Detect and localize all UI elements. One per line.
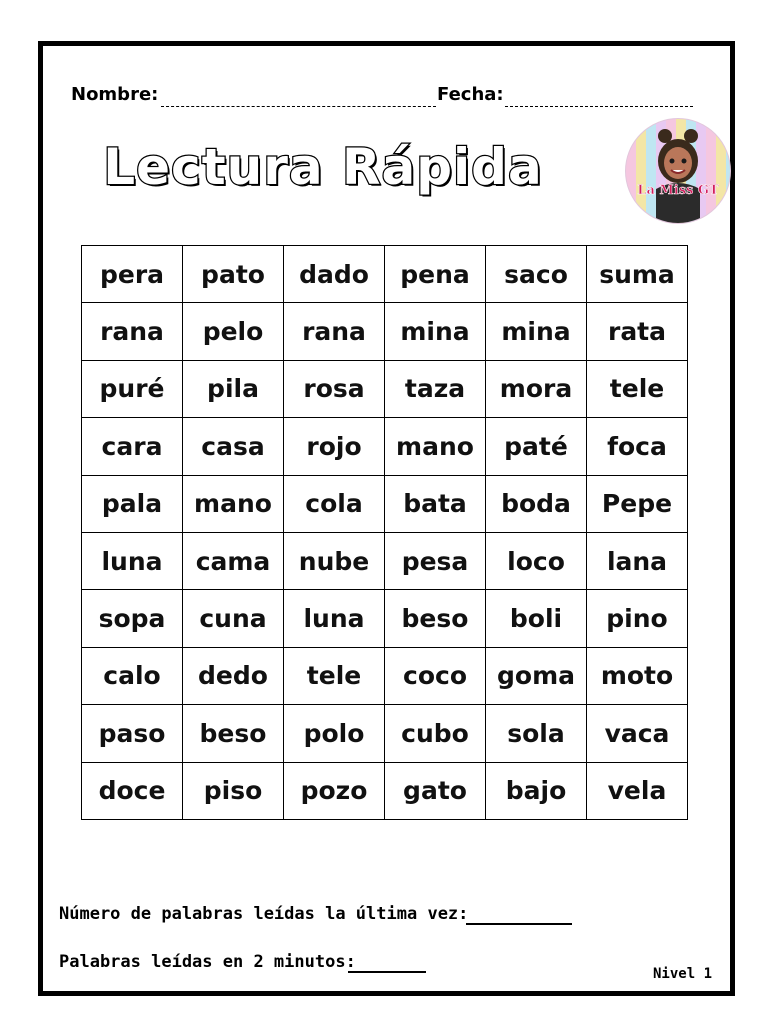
word-cell: saco xyxy=(486,246,587,303)
word-cell: rana xyxy=(284,303,385,360)
two-minutes-answer-line xyxy=(348,971,426,973)
word-cell: tele xyxy=(284,647,385,704)
word-cell: bajo xyxy=(486,762,587,819)
level-label: Nivel 1 xyxy=(653,966,713,982)
word-cell: beso xyxy=(183,705,284,762)
last-time-label: Número de palabras leídas la última vez: xyxy=(59,904,469,924)
word-cell: pila xyxy=(183,360,284,417)
word-cell: gato xyxy=(385,762,486,819)
word-cell: foca xyxy=(587,418,688,475)
word-cell: cubo xyxy=(385,705,486,762)
word-cell: bata xyxy=(385,475,486,532)
word-cell: pelo xyxy=(183,303,284,360)
word-cell: mora xyxy=(486,360,587,417)
word-cell: paté xyxy=(486,418,587,475)
worksheet-frame xyxy=(38,41,735,996)
word-row xyxy=(82,418,688,475)
word-cell: taza xyxy=(385,360,486,417)
word-cell: pesa xyxy=(385,532,486,589)
word-grid xyxy=(81,245,688,820)
word-row xyxy=(82,360,688,417)
word-row xyxy=(82,303,688,360)
date-field-line xyxy=(505,106,693,107)
word-cell: piso xyxy=(183,762,284,819)
word-cell: casa xyxy=(183,418,284,475)
worksheet-title: Lectura Rápida xyxy=(103,138,543,196)
word-row xyxy=(82,246,688,303)
word-row xyxy=(82,590,688,647)
word-cell: lana xyxy=(587,532,688,589)
word-row xyxy=(82,705,688,762)
word-cell: luna xyxy=(284,590,385,647)
avatar-illustration xyxy=(626,119,730,223)
word-cell: mano xyxy=(385,418,486,475)
word-cell: polo xyxy=(284,705,385,762)
word-cell: cara xyxy=(82,418,183,475)
word-cell: nube xyxy=(284,532,385,589)
word-cell: pozo xyxy=(284,762,385,819)
word-cell: cola xyxy=(284,475,385,532)
word-cell: vaca xyxy=(587,705,688,762)
teacher-avatar-icon xyxy=(625,118,731,224)
word-cell: sopa xyxy=(82,590,183,647)
word-cell: vela xyxy=(587,762,688,819)
word-cell: pala xyxy=(82,475,183,532)
word-cell: puré xyxy=(82,360,183,417)
word-cell: Pepe xyxy=(587,475,688,532)
two-minutes-label: Palabras leídas en 2 minutos: xyxy=(59,952,356,972)
word-cell: rosa xyxy=(284,360,385,417)
logo-text: La Miss GT xyxy=(637,183,719,198)
word-cell: luna xyxy=(82,532,183,589)
word-row xyxy=(82,647,688,704)
word-cell: cuna xyxy=(183,590,284,647)
word-row xyxy=(82,762,688,819)
date-label: Fecha: xyxy=(437,84,504,105)
word-cell: paso xyxy=(82,705,183,762)
word-cell: moto xyxy=(587,647,688,704)
word-cell: cama xyxy=(183,532,284,589)
last-time-answer-line xyxy=(466,923,572,925)
word-cell: pato xyxy=(183,246,284,303)
name-label: Nombre: xyxy=(71,84,159,105)
word-cell: mina xyxy=(385,303,486,360)
word-cell: mina xyxy=(486,303,587,360)
word-cell: rojo xyxy=(284,418,385,475)
word-cell: coco xyxy=(385,647,486,704)
word-cell: boli xyxy=(486,590,587,647)
word-cell: boda xyxy=(486,475,587,532)
word-cell: beso xyxy=(385,590,486,647)
word-cell: calo xyxy=(82,647,183,704)
word-cell: doce xyxy=(82,762,183,819)
word-cell: sola xyxy=(486,705,587,762)
word-cell: rana xyxy=(82,303,183,360)
word-row xyxy=(82,532,688,589)
word-cell: goma xyxy=(486,647,587,704)
word-cell: loco xyxy=(486,532,587,589)
word-cell: rata xyxy=(587,303,688,360)
word-cell: pino xyxy=(587,590,688,647)
word-cell: pena xyxy=(385,246,486,303)
word-cell: suma xyxy=(587,246,688,303)
word-row xyxy=(82,475,688,532)
word-cell: dedo xyxy=(183,647,284,704)
word-cell: mano xyxy=(183,475,284,532)
word-cell: dado xyxy=(284,246,385,303)
name-field-line xyxy=(161,106,436,107)
word-cell: tele xyxy=(587,360,688,417)
word-cell: pera xyxy=(82,246,183,303)
